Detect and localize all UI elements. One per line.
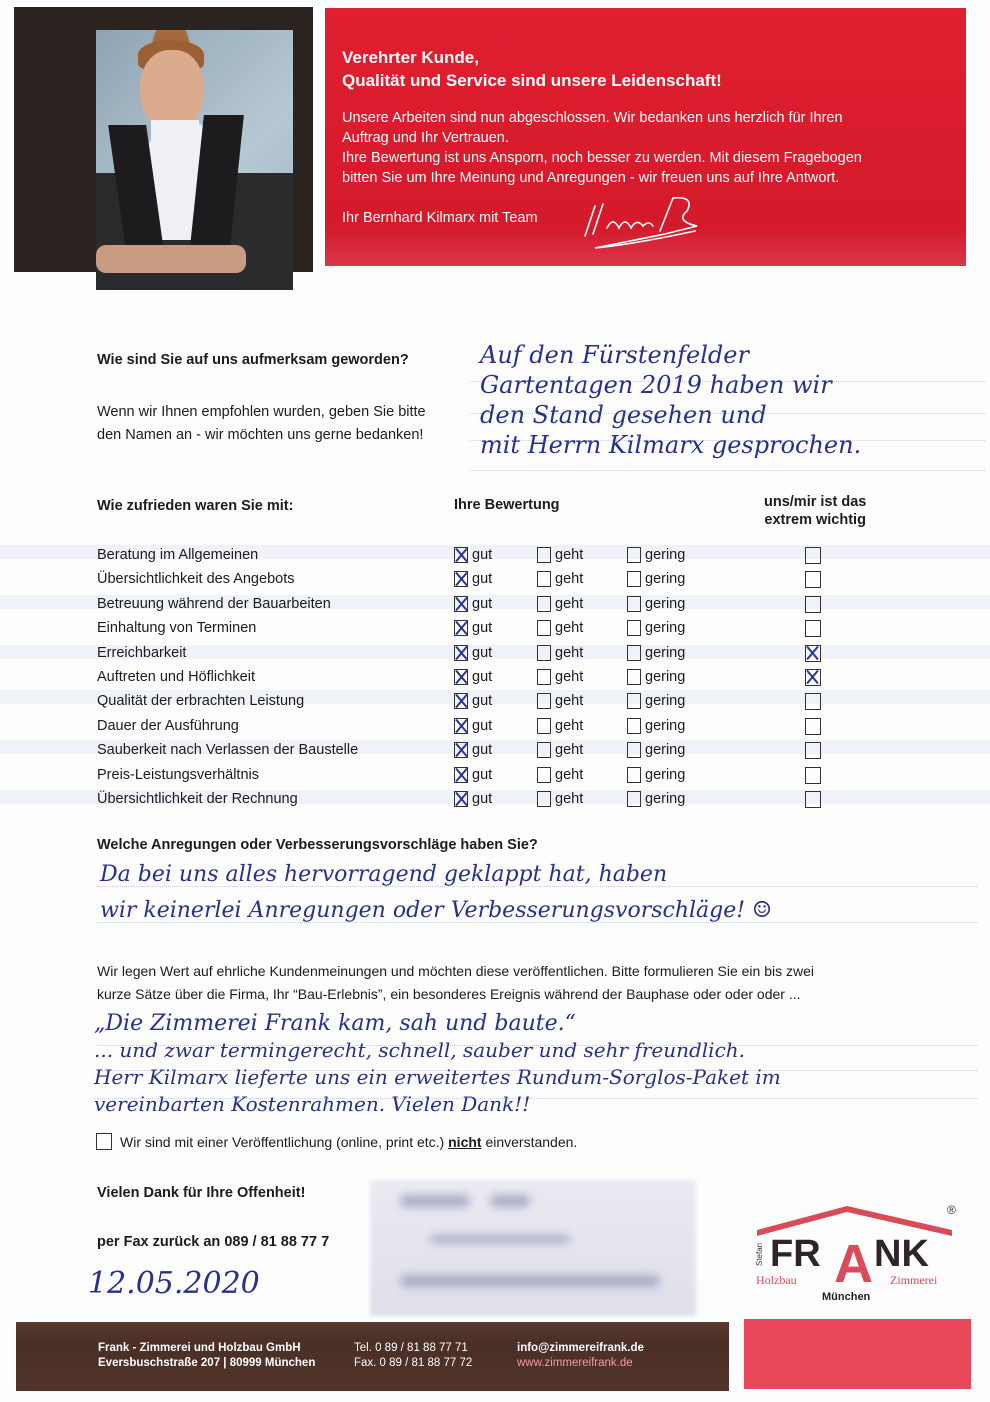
option-label: geht	[555, 571, 584, 588]
rating-option-geht[interactable]	[537, 645, 583, 661]
banner-line: Unsere Arbeiten sind nun abgeschlossen. Wir bedanken uns herzlich für Ihren	[342, 110, 843, 126]
optout-text: Wir sind mit einer Veröffentlichung (online, print etc.)	[120, 1133, 449, 1150]
rating-option-geht[interactable]	[537, 669, 583, 685]
satisfaction-heading: Wie zufrieden waren Sie mit:	[97, 498, 294, 514]
logo-nk: NK	[874, 1233, 929, 1275]
checkbox[interactable]	[454, 693, 468, 709]
option-label: gut	[472, 547, 493, 563]
option-label: gut	[472, 620, 493, 637]
rating-row	[97, 691, 827, 715]
greeting-line-1: Verehrter Kunde,	[342, 48, 479, 67]
option-label: gering	[645, 791, 686, 807]
rating-option-gut[interactable]	[454, 669, 492, 685]
logo-zimmerei: Zimmerei	[890, 1273, 938, 1287]
rating-option-geht[interactable]	[537, 547, 583, 563]
option-label: geht	[555, 717, 584, 734]
option-label: gering	[645, 717, 686, 734]
optout-text: einverstanden.	[481, 1133, 578, 1150]
rating-option-geht[interactable]	[537, 596, 583, 612]
importance-heading-line: uns/mir ist das	[764, 494, 867, 510]
optout-checkbox[interactable]	[96, 1133, 112, 1150]
company-address: Eversbuschstraße 207 | 80999 München	[98, 1357, 316, 1369]
logo-a: A	[834, 1234, 873, 1294]
banner-greeting	[342, 46, 722, 92]
option-label: gut	[472, 669, 493, 685]
checkbox[interactable]	[537, 767, 551, 783]
company-name: Frank - Zimmerei und Holzbau GmbH	[98, 1342, 301, 1354]
rating-option-geht[interactable]	[537, 620, 583, 636]
registered-mark: ®	[947, 1203, 956, 1217]
footer-phone	[354, 1341, 472, 1371]
checkbox[interactable]	[537, 742, 551, 758]
option-label: geht	[555, 620, 584, 637]
rating-heading: Ihre Bewertung	[454, 497, 560, 513]
answer-line: Da bei uns alles hervorragend geklappt hat, haben	[100, 862, 668, 887]
rating-option-gut[interactable]	[454, 693, 492, 709]
banner-body	[342, 108, 962, 188]
rating-row	[97, 740, 827, 764]
email-link[interactable]: info@zimmereifrank.de	[517, 1342, 644, 1354]
importance-option[interactable]	[805, 547, 821, 564]
option-label: gut	[472, 595, 493, 612]
referral-answer[interactable]	[480, 340, 861, 460]
rating-label: Übersichtlichkeit der Rechnung	[97, 791, 298, 807]
rating-option-gut[interactable]	[454, 767, 492, 783]
answer-line: Gartentagen 2019 haben wir	[480, 371, 832, 399]
importance-checkbox[interactable]	[805, 693, 821, 710]
rating-option-gut[interactable]	[454, 571, 492, 587]
rating-option-gering[interactable]	[627, 571, 685, 587]
rating-option-geht[interactable]	[537, 693, 583, 709]
testimonial-intro	[97, 960, 814, 1006]
rating-row	[97, 594, 827, 618]
checkbox[interactable]	[627, 620, 641, 636]
importance-checkbox[interactable]	[805, 596, 821, 613]
option-label: geht	[555, 669, 584, 685]
checkbox[interactable]	[537, 669, 551, 685]
closing-thanks: Vielen Dank für Ihre Offenheit!	[97, 1185, 306, 1201]
importance-checkbox[interactable]	[805, 742, 821, 759]
rating-option-gut[interactable]	[454, 547, 492, 563]
option-label: geht	[555, 644, 584, 661]
checkbox[interactable]	[537, 791, 551, 807]
importance-checkbox[interactable]	[805, 669, 821, 686]
importance-heading-line: extrem wichtig	[764, 512, 866, 528]
rating-label: Erreichbarkeit	[97, 644, 187, 661]
rating-option-gut[interactable]	[454, 596, 492, 612]
rating-label: Qualität der erbrachten Leistung	[97, 693, 305, 710]
rating-row	[97, 789, 827, 813]
rating-option-geht[interactable]	[537, 742, 583, 758]
rating-option-gut[interactable]	[454, 645, 492, 661]
hint-line: Wenn wir Ihnen empfohlen wurden, geben Sie bitte	[97, 404, 426, 420]
checkbox[interactable]	[627, 742, 641, 758]
checkbox[interactable]	[627, 767, 641, 783]
rating-option-gering[interactable]	[627, 742, 685, 758]
footer	[16, 1322, 729, 1391]
optout-label	[120, 1134, 577, 1150]
rating-label: Betreuung während der Bauarbeiten	[97, 595, 331, 612]
importance-checkbox[interactable]	[805, 645, 821, 662]
importance-option[interactable]	[805, 742, 821, 759]
rating-option-gering[interactable]	[627, 767, 685, 783]
banner-line: Ihre Bewertung ist uns Ansporn, noch besser zu werden. Mit diesem Fragebogen	[342, 150, 862, 166]
importance-option[interactable]	[805, 693, 821, 710]
rating-option-geht[interactable]	[537, 767, 583, 783]
answer-line: Auf den Fürstenfelder	[480, 341, 749, 369]
rating-label: Dauer der Ausführung	[97, 717, 239, 734]
welcome-banner	[325, 8, 966, 266]
footer-accent	[744, 1319, 971, 1389]
checkbox[interactable]	[537, 596, 551, 612]
checkbox[interactable]	[454, 718, 468, 734]
option-label: geht	[555, 742, 584, 759]
checkbox[interactable]	[537, 571, 551, 587]
option-label: gut	[472, 742, 493, 759]
rating-label: Einhaltung von Terminen	[97, 620, 257, 637]
checkbox[interactable]	[627, 596, 641, 612]
checkbox[interactable]	[454, 620, 468, 636]
referral-hint	[97, 401, 426, 447]
option-label: gering	[645, 693, 686, 710]
option-label: gering	[645, 571, 686, 588]
option-label: gering	[645, 620, 686, 637]
answer-line: ... und zwar termingerecht, schnell, sauber und sehr freundlich.	[94, 1038, 746, 1062]
rating-option-gut[interactable]	[454, 791, 492, 807]
checkbox[interactable]	[454, 767, 468, 783]
option-label: gering	[645, 742, 686, 759]
importance-checkbox[interactable]	[805, 718, 821, 735]
rating-row	[97, 765, 827, 789]
rating-option-geht[interactable]	[537, 718, 583, 734]
phone-number[interactable]: Tel. 0 89 / 81 88 77 71	[354, 1342, 468, 1354]
suggestions-question: Welche Anregungen oder Verbesserungsvorschläge haben Sie?	[97, 837, 538, 853]
importance-checkbox[interactable]	[805, 767, 821, 784]
checkbox[interactable]	[454, 596, 468, 612]
fax-number: Fax. 0 89 / 81 88 77 72	[354, 1357, 473, 1369]
rating-row	[97, 643, 827, 667]
checkbox[interactable]	[454, 742, 468, 758]
importance-checkbox[interactable]	[805, 571, 821, 588]
importance-option[interactable]	[805, 669, 821, 686]
rating-option-gering[interactable]	[627, 596, 685, 612]
checkbox[interactable]	[454, 645, 468, 661]
rating-label: Preis-Leistungsverhältnis	[97, 766, 259, 783]
rating-row	[97, 569, 827, 593]
hint-line: den Namen an - wir möchten uns gerne bedanken!	[97, 427, 424, 443]
checkbox[interactable]	[454, 791, 468, 807]
logo-holzbau: Holzbau	[756, 1273, 797, 1287]
checkbox[interactable]	[537, 693, 551, 709]
answer-line: vereinbarten Kostenrahmen. Vielen Dank!!	[94, 1092, 531, 1116]
checkbox[interactable]	[537, 620, 551, 636]
testimonial-answer[interactable]	[94, 1010, 781, 1118]
rating-option-gering[interactable]	[627, 547, 685, 563]
importance-option[interactable]	[805, 791, 821, 808]
footer-contact	[517, 1341, 644, 1371]
option-label: gering	[645, 644, 686, 661]
answer-line: Herr Kilmarx lieferte uns ein erweitertes Rundum-Sorglos-Paket im	[94, 1065, 781, 1089]
checkbox[interactable]	[537, 645, 551, 661]
rating-row	[97, 667, 827, 691]
rating-option-geht[interactable]	[537, 791, 583, 807]
option-label: gut	[472, 644, 493, 661]
rating-row	[97, 716, 827, 740]
importance-option[interactable]	[805, 571, 821, 588]
footer-company	[98, 1341, 315, 1371]
rating-option-gering[interactable]	[627, 693, 685, 709]
importance-option[interactable]	[805, 620, 821, 637]
publication-optout[interactable]	[96, 1133, 577, 1150]
rating-option-gering[interactable]	[627, 669, 685, 685]
rating-option-geht[interactable]	[537, 571, 583, 587]
importance-heading	[764, 493, 866, 529]
logo-fr: FR	[770, 1233, 821, 1275]
frank-logo	[752, 1200, 967, 1310]
rating-label: Sauberkeit nach Verlassen der Baustelle	[97, 742, 359, 759]
answer-line: „Die Zimmerei Frank kam, sah und baute.“	[94, 1011, 576, 1036]
portrait-photo	[96, 30, 293, 290]
checkbox[interactable]	[627, 791, 641, 807]
option-label: gut	[472, 717, 493, 734]
checkbox[interactable]	[454, 547, 468, 563]
checkbox[interactable]	[454, 571, 468, 587]
option-label: gering	[645, 669, 686, 685]
redacted-signature	[370, 1180, 696, 1316]
fax-instruction: per Fax zurück an 089 / 81 88 77 7	[97, 1234, 330, 1250]
option-label: gut	[472, 693, 493, 710]
roof-icon	[757, 1206, 952, 1236]
checkbox[interactable]	[627, 718, 641, 734]
importance-option[interactable]	[805, 596, 821, 613]
rating-option-gering[interactable]	[627, 620, 685, 636]
intro-line: kurze Sätze über die Firma, Ihr “Bau-Erlebnis”, ein besonderes Ereignis während der Bauphase oder oder oder ...	[97, 986, 801, 1002]
rating-label: Auftreten und Höflichkeit	[97, 669, 255, 685]
importance-checkbox[interactable]	[805, 791, 821, 808]
option-label: gering	[645, 766, 686, 783]
signature-icon	[575, 186, 715, 256]
rating-option-gering[interactable]	[627, 718, 685, 734]
banner-line: Auftrag und Ihr Vertrauen.	[342, 130, 509, 146]
intro-line: Wir legen Wert auf ehrliche Kundenmeinungen und möchten diese veröffentlichen. Bitte formulieren Sie ein bis zwei	[97, 963, 814, 979]
logo-prefix: Stefan	[755, 1242, 764, 1266]
rating-label: Beratung im Allgemeinen	[97, 547, 259, 563]
rating-row	[97, 618, 827, 642]
option-label: geht	[555, 595, 584, 612]
referral-question: Wie sind Sie auf uns aufmerksam geworden?	[97, 352, 409, 368]
option-label: gering	[645, 547, 686, 563]
option-label: geht	[555, 693, 584, 710]
checkbox[interactable]	[537, 547, 551, 563]
option-label: gut	[472, 791, 493, 807]
option-label: gut	[472, 766, 493, 783]
option-label: gut	[472, 571, 493, 588]
option-label: geht	[555, 547, 584, 563]
importance-option[interactable]	[805, 718, 821, 735]
checkbox[interactable]	[627, 669, 641, 685]
option-label: geht	[555, 766, 584, 783]
answer-line: wir keinerlei Anregungen oder Verbesserungsvorschläge! ☺	[100, 898, 772, 923]
banner-signoff: Ihr Bernhard Kilmarx mit Team	[342, 210, 538, 226]
banner-line: bitten Sie um Ihre Meinung und Anregungen - wir freuen uns auf Ihre Antwort.	[342, 170, 840, 186]
importance-option[interactable]	[805, 645, 821, 662]
option-label: geht	[555, 791, 584, 807]
rating-option-gut[interactable]	[454, 742, 492, 758]
checkbox[interactable]	[537, 718, 551, 734]
option-label: gering	[645, 595, 686, 612]
logo-city: München	[822, 1291, 871, 1303]
date-handwritten[interactable]: 12.05.2020	[88, 1266, 260, 1301]
answer-line: mit Herrn Kilmarx gesprochen.	[480, 431, 862, 459]
checkbox[interactable]	[627, 547, 641, 563]
answer-line: den Stand gesehen und	[480, 401, 767, 429]
checkbox[interactable]	[454, 669, 468, 685]
rating-option-gut[interactable]	[454, 718, 492, 734]
rating-label: Übersichtlichkeit des Angebots	[97, 571, 295, 588]
checkbox[interactable]	[627, 693, 641, 709]
greeting-line-2: Qualität und Service sind unsere Leidenschaft!	[342, 71, 722, 90]
rating-option-gering[interactable]	[627, 645, 685, 661]
rating-row	[97, 545, 827, 569]
suggestions-answer[interactable]	[100, 857, 772, 929]
rating-option-gering[interactable]	[627, 791, 685, 807]
website-link[interactable]: www.zimmereifrank.de	[517, 1357, 633, 1369]
rating-option-gut[interactable]	[454, 620, 492, 636]
importance-option[interactable]	[805, 767, 821, 784]
checkbox[interactable]	[627, 571, 641, 587]
importance-checkbox[interactable]	[805, 547, 821, 564]
importance-checkbox[interactable]	[805, 620, 821, 637]
optout-emphasis: nicht	[448, 1133, 482, 1150]
checkbox[interactable]	[627, 645, 641, 661]
